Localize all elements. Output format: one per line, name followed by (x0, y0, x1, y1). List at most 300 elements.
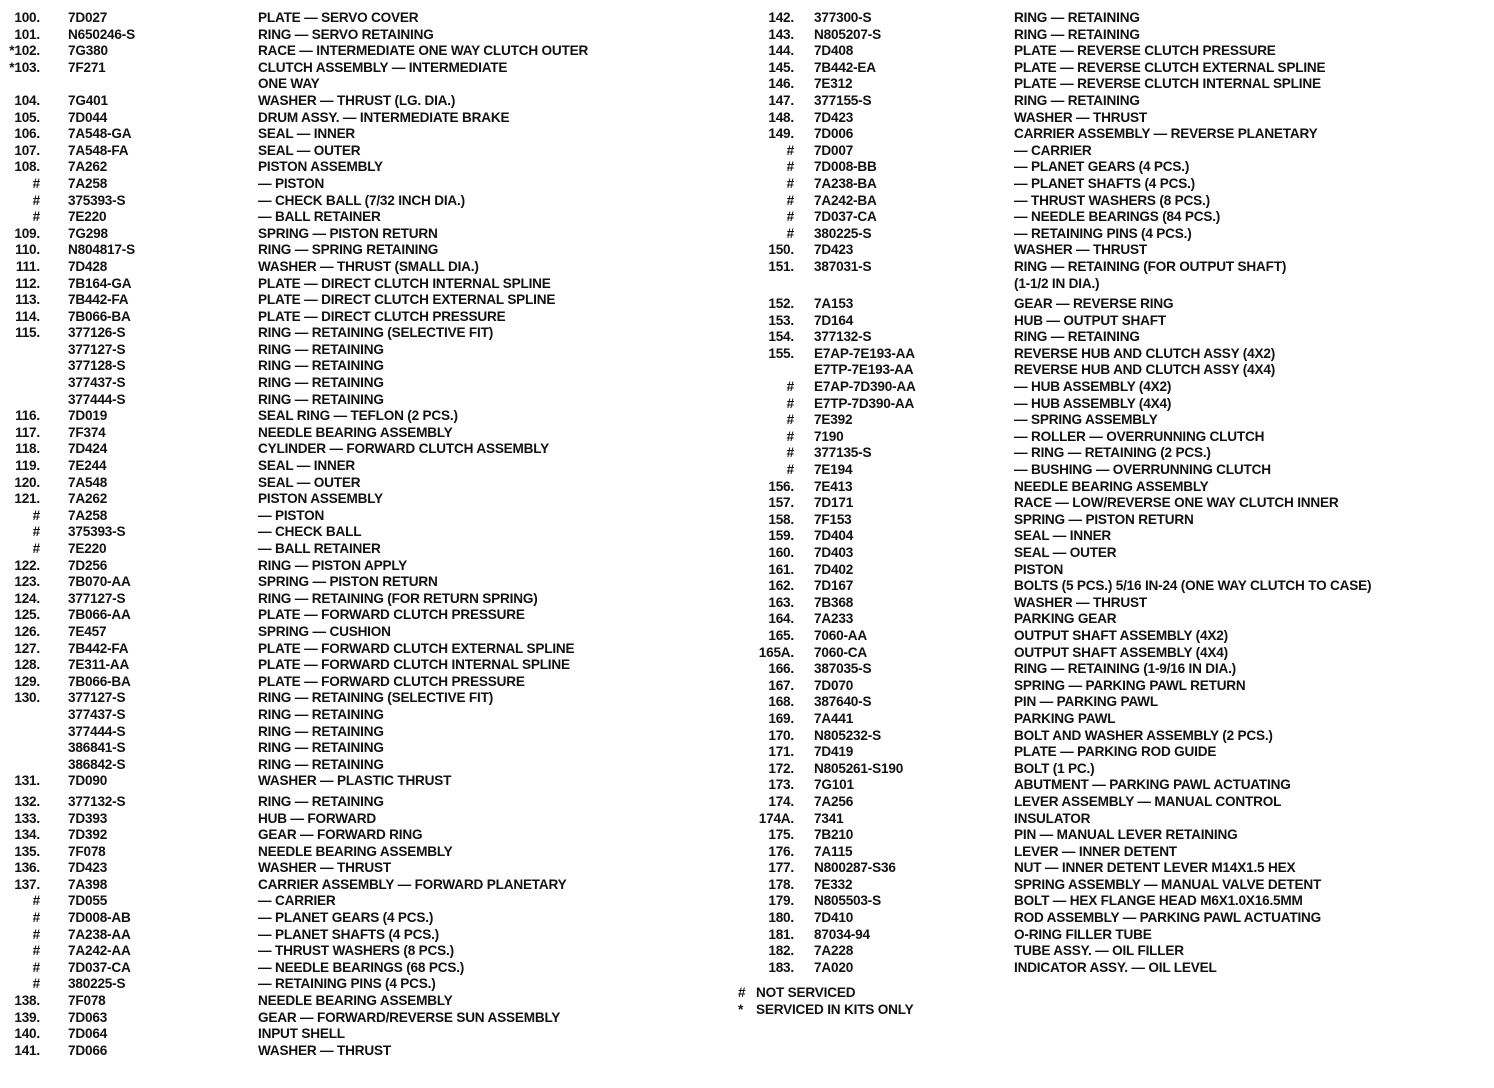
part-description: SEAL — OUTER (1014, 544, 1117, 561)
item-number: 138. (14, 992, 40, 1009)
part-description: PLATE — FORWARD CLUTCH PRESSURE (258, 607, 525, 623)
part-number: 7341 (814, 810, 844, 826)
part-number: 7E220 (68, 208, 107, 225)
item-number: # (32, 959, 40, 975)
part-number: 7B442-FA (68, 291, 129, 308)
part-description: RING — RETAINING (1014, 26, 1140, 42)
parts-row (738, 478, 1478, 495)
parts-row (4, 10, 724, 27)
part-description: RING — RETAINING (FOR OUTPUT SHAFT) (1014, 258, 1287, 275)
parts-row (4, 375, 724, 392)
part-description: WASHER — THRUST (258, 860, 391, 876)
part-number: 377127-S (68, 590, 126, 606)
part-number: 386842-S (68, 756, 126, 772)
part-description: — RETAINING PINS (4 PCS.) (1014, 225, 1192, 241)
part-description: SPRING — PISTON RETURN (1014, 511, 1194, 527)
part-description: RING — RETAINING (258, 723, 384, 739)
part-description: — CARRIER (1014, 142, 1092, 158)
legend-text: SERVICED IN KITS ONLY (756, 1002, 914, 1018)
item-number: 126. (14, 623, 40, 640)
part-description: PLATE — PARKING ROD GUIDE (1014, 743, 1217, 760)
parts-row (4, 342, 724, 359)
part-number: 7D037-CA (814, 208, 877, 225)
part-number: 7A441 (814, 710, 854, 727)
parts-row (4, 810, 724, 827)
item-number: 174. (768, 793, 794, 810)
part-number: 7D090 (68, 773, 108, 789)
item-number: 111. (15, 258, 40, 275)
legend-symbol: * (738, 1002, 744, 1018)
part-description: — PLANET SHAFTS (4 PCS.) (1014, 175, 1195, 192)
part-description: BOLT AND WASHER ASSEMBLY (2 PCS.) (1014, 727, 1273, 743)
parts-row (738, 242, 1478, 259)
part-number: 7E332 (814, 876, 853, 893)
item-number: 169. (768, 710, 794, 727)
parts-row (4, 143, 724, 160)
item-number: 175. (768, 826, 794, 843)
part-description: PARKING GEAR (1014, 611, 1117, 627)
part-number: 375393-S (68, 524, 126, 540)
part-number: 377128-S (68, 358, 126, 374)
parts-row (738, 362, 1478, 379)
part-number: E7TP-7E193-AA (814, 362, 914, 378)
part-number: E7AP-7D390-AA (814, 378, 916, 395)
part-description: LEVER — INNER DETENT (1014, 843, 1177, 859)
part-description: RING — RETAINING (258, 756, 384, 772)
part-number: 377155-S (814, 92, 872, 109)
item-number: 115. (15, 325, 40, 341)
part-number: 377127-S (68, 341, 126, 358)
part-number: 7D055 (68, 893, 108, 909)
item-number: 137. (14, 876, 40, 893)
part-number: 7A262 (68, 491, 108, 507)
part-number: 377126-S (68, 325, 126, 341)
item-number: 125. (14, 607, 40, 623)
parts-row (4, 226, 724, 243)
part-number: 7D423 (814, 242, 854, 258)
parts-row (738, 43, 1478, 60)
part-description: PLATE — REVERSE CLUTCH EXTERNAL SPLINE (1014, 59, 1326, 75)
parts-row (4, 640, 724, 657)
part-description: (1-1/2 IN DIA.) (1014, 275, 1100, 291)
item-number: 106. (14, 125, 40, 142)
parts-row (738, 877, 1478, 894)
part-description: RACE — LOW/REVERSE ONE WAY CLUTCH INNER (1014, 495, 1339, 511)
part-description: O-RING FILLER TUBE (1014, 926, 1152, 942)
parts-row (738, 561, 1478, 578)
parts-row (4, 159, 724, 176)
item-number: 165A. (758, 644, 794, 660)
part-number: N804817-S (68, 242, 135, 258)
part-description: SEAL — INNER (258, 457, 356, 474)
part-description: RING — RETAINING (1014, 92, 1140, 109)
item-number: 171. (768, 743, 794, 760)
parts-row (4, 491, 724, 508)
parts-row (738, 275, 1478, 292)
part-number: 7D424 (68, 441, 108, 457)
part-number: 7060-AA (814, 627, 868, 644)
parts-row (4, 993, 724, 1010)
part-description: WASHER — THRUST (1014, 109, 1147, 125)
item-number: 179. (768, 893, 794, 909)
part-number: 7E392 (814, 412, 853, 428)
part-number: 7D402 (814, 561, 854, 577)
part-description: SPRING — CUSHION (258, 623, 391, 640)
parts-row (738, 512, 1478, 529)
part-number: 7D006 (814, 125, 854, 142)
item-number: 181. (768, 926, 794, 942)
parts-row (4, 844, 724, 861)
part-number: 7A233 (814, 611, 854, 627)
legend-item (738, 984, 1478, 1001)
parts-row (4, 943, 724, 960)
part-number: 7G401 (68, 92, 108, 109)
part-number: 7A258 (68, 507, 108, 523)
part-description: — BALL RETAINER (258, 540, 381, 557)
parts-row (4, 926, 724, 943)
part-description: REVERSE HUB AND CLUTCH ASSY (4X4) (1014, 362, 1276, 378)
part-description: WASHER — THRUST (1014, 242, 1147, 258)
part-description: CLUTCH ASSEMBLY — INTERMEDIATE (258, 59, 508, 75)
item-number: 121. (14, 491, 40, 507)
parts-row (738, 893, 1478, 910)
part-number: E7AP-7E193-AA (814, 345, 915, 362)
parts-row (4, 524, 724, 541)
part-number: E7TP-7D390-AA (814, 395, 915, 411)
parts-row (738, 329, 1478, 346)
part-description: PLATE — SERVO COVER (258, 9, 419, 26)
legend-item (738, 1001, 1478, 1018)
item-number: *102. (9, 43, 40, 59)
part-description: — HUB ASSEMBLY (4X2) (1014, 378, 1172, 395)
parts-row (4, 60, 724, 77)
part-description: — HUB ASSEMBLY (4X4) (1014, 395, 1172, 411)
parts-row (4, 474, 724, 491)
parts-row (4, 441, 724, 458)
part-number: 380225-S (814, 225, 872, 241)
item-number: 152. (768, 295, 794, 312)
part-number: 7A115 (814, 843, 853, 859)
parts-row (4, 860, 724, 877)
part-description: RING — SPRING RETAINING (258, 242, 439, 258)
parts-row (4, 259, 724, 276)
parts-row (738, 661, 1478, 678)
part-number: 7D171 (814, 495, 854, 511)
parts-row (4, 910, 724, 927)
part-description: CARRIER ASSEMBLY — FORWARD PLANETARY (258, 876, 567, 893)
part-number: 7D007 (814, 142, 854, 158)
item-number: 101. (14, 26, 40, 42)
parts-row (738, 429, 1478, 446)
part-description: SEAL — INNER (258, 125, 356, 142)
item-number: 168. (768, 694, 794, 710)
item-number: 159. (768, 528, 794, 544)
part-description: PARKING PAWL (1014, 710, 1116, 727)
item-number: 109. (14, 225, 40, 241)
part-description: SPRING ASSEMBLY — MANUAL VALVE DETENT (1014, 876, 1322, 893)
item-number: 131. (14, 773, 40, 789)
item-number: 136. (14, 860, 40, 876)
part-number: 7A020 (814, 959, 854, 975)
part-description: PLATE — DIRECT CLUTCH PRESSURE (258, 308, 506, 324)
part-description: PLATE — DIRECT CLUTCH EXTERNAL SPLINE (258, 291, 556, 308)
parts-row (738, 93, 1478, 110)
parts-row (738, 60, 1478, 77)
parts-row (4, 192, 724, 209)
item-number: 110. (15, 242, 40, 258)
part-number: 7B368 (814, 594, 854, 610)
part-number: 7E244 (68, 457, 107, 474)
parts-row (738, 26, 1478, 43)
parts-row (738, 313, 1478, 330)
part-number: 387035-S (814, 660, 872, 677)
part-number: N805232-S (814, 727, 881, 743)
part-description: — PLANET SHAFTS (4 PCS.) (258, 926, 439, 942)
part-description: — PLANET GEARS (4 PCS.) (1014, 159, 1190, 175)
item-number: 145. (768, 59, 794, 75)
item-number: 100. (14, 9, 40, 26)
part-description: HUB — OUTPUT SHAFT (1014, 312, 1166, 328)
part-description: RING — RETAINING (258, 739, 384, 756)
item-number: 146. (768, 76, 794, 92)
part-description: PIN — PARKING PAWL (1014, 694, 1158, 710)
part-number: 7D037-CA (68, 959, 131, 975)
parts-row (4, 674, 724, 691)
item-number: 157. (768, 495, 794, 511)
part-description: GEAR — FORWARD RING (258, 826, 423, 843)
item-number: # (786, 395, 794, 411)
part-number: 7E220 (68, 540, 107, 557)
item-number: 160. (768, 544, 794, 561)
part-number: 7D428 (68, 258, 108, 275)
part-number: 7B210 (814, 826, 854, 843)
item-number: 135. (14, 843, 40, 859)
parts-row (4, 657, 724, 674)
parts-row (738, 960, 1478, 977)
part-number: 377132-S (814, 329, 872, 345)
parts-row (738, 395, 1478, 412)
item-number: 162. (768, 578, 794, 594)
parts-row (738, 259, 1478, 276)
part-number: 7D256 (68, 557, 108, 573)
parts-row (738, 379, 1478, 396)
part-number: 7A238-BA (814, 175, 877, 192)
parts-row (4, 893, 724, 910)
part-description: LEVER ASSEMBLY — MANUAL CONTROL (1014, 793, 1282, 810)
parts-row (738, 595, 1478, 612)
part-description: WASHER — THRUST (258, 1042, 391, 1058)
part-number: 7G101 (814, 777, 854, 793)
part-number: 7D408 (814, 43, 854, 59)
part-description: NEEDLE BEARING ASSEMBLY (258, 424, 453, 440)
item-number: # (786, 225, 794, 241)
part-number: 7D423 (68, 860, 108, 876)
part-description: DRUM ASSY. — INTERMEDIATE BRAKE (258, 109, 510, 125)
parts-row (4, 574, 724, 591)
part-number: 7F078 (68, 992, 106, 1009)
parts-row (4, 773, 724, 790)
item-number: 114. (15, 308, 40, 324)
item-number: # (32, 540, 40, 557)
parts-row (738, 694, 1478, 711)
part-number: 387640-S (814, 694, 872, 710)
parts-row (4, 591, 724, 608)
item-number: 130. (14, 690, 40, 706)
item-number: 183. (768, 959, 794, 975)
parts-row (4, 690, 724, 707)
left-parts-column (4, 10, 724, 1059)
item-number: 117. (15, 424, 40, 440)
item-number: 142. (768, 9, 794, 26)
item-number: 149. (768, 125, 794, 142)
item-number: # (32, 926, 40, 942)
part-description: PISTON ASSEMBLY (258, 491, 383, 507)
parts-row (4, 1009, 724, 1026)
item-number: 164. (768, 611, 794, 627)
legend-text: NOT SERVICED (756, 985, 856, 1001)
item-number: 148. (768, 109, 794, 125)
parts-row (738, 926, 1478, 943)
parts-row (4, 425, 724, 442)
parts-row (4, 740, 724, 757)
item-number: # (32, 208, 40, 225)
item-number: # (32, 507, 40, 523)
part-description: NEEDLE BEARING ASSEMBLY (1014, 478, 1209, 494)
parts-row (738, 711, 1478, 728)
part-number: 7E312 (814, 76, 853, 92)
part-number: 7A228 (814, 943, 854, 959)
item-number: 144. (768, 43, 794, 59)
item-number: # (786, 208, 794, 225)
part-description: NUT — INNER DETENT LEVER M14X1.5 HEX (1014, 860, 1296, 876)
part-description: HUB — FORWARD (258, 810, 376, 826)
part-number: 375393-S (68, 192, 126, 208)
part-number: 7E457 (68, 623, 107, 640)
part-description: — NEEDLE BEARINGS (68 PCS.) (258, 959, 465, 975)
part-description: ABUTMENT — PARKING PAWL ACTUATING (1014, 777, 1291, 793)
parts-row (738, 744, 1478, 761)
part-number: 380225-S (68, 976, 126, 992)
part-description: ONE WAY (258, 76, 320, 92)
part-number: 7B442-EA (814, 59, 876, 75)
part-description: INSULATOR (1014, 810, 1091, 826)
item-number: # (786, 461, 794, 478)
part-description: BOLT (1 PC.) (1014, 760, 1095, 776)
part-number: N805207-S (814, 26, 881, 42)
part-description: BOLT — HEX FLANGE HEAD M6X1.0X16.5MM (1014, 893, 1303, 909)
parts-row (4, 877, 724, 894)
parts-row (738, 462, 1478, 479)
item-number: 156. (768, 478, 794, 494)
item-number: 161. (768, 561, 794, 577)
item-number: # (32, 909, 40, 926)
part-number: 7D063 (68, 1009, 108, 1025)
parts-row (738, 209, 1478, 226)
item-number: 139. (14, 1009, 40, 1025)
item-number: 158. (768, 511, 794, 527)
part-description: RING — RETAINING (SELECTIVE FIT) (258, 325, 494, 341)
parts-row (4, 109, 724, 126)
part-description: SEAL — OUTER (258, 474, 361, 490)
part-number: 7A153 (814, 295, 854, 312)
item-number: 170. (768, 727, 794, 743)
parts-row (4, 458, 724, 475)
item-number: 155. (768, 345, 794, 362)
item-number: 176. (768, 843, 794, 859)
item-number: # (32, 943, 40, 959)
item-number: 105. (14, 109, 40, 125)
item-number: # (786, 175, 794, 192)
part-description: PLATE — FORWARD CLUTCH PRESSURE (258, 673, 525, 689)
parts-row (738, 412, 1478, 429)
part-number: 7D410 (814, 909, 854, 926)
part-description: TUBE ASSY. — OIL FILLER (1014, 943, 1184, 959)
part-number: 7A548 (68, 474, 108, 490)
parts-row (738, 10, 1478, 27)
parts-row (4, 391, 724, 408)
item-number: 178. (768, 876, 794, 893)
part-description: RING — PISTON APPLY (258, 557, 408, 573)
part-number: N805503-S (814, 893, 881, 909)
part-number: 7A242-AA (68, 943, 131, 959)
legend (738, 984, 1478, 1018)
part-description: — SPRING ASSEMBLY (1014, 412, 1158, 428)
part-description: RING — RETAINING (1-9/16 IN DIA.) (1014, 660, 1236, 677)
item-number: 107. (14, 142, 40, 158)
item-number: 122. (14, 557, 40, 573)
part-number: 7D008-AB (68, 909, 131, 926)
item-number: 129. (14, 673, 40, 689)
part-description: PLATE — FORWARD CLUTCH EXTERNAL SPLINE (258, 640, 575, 656)
parts-row (738, 346, 1478, 363)
parts-row (738, 76, 1478, 93)
part-description: — NEEDLE BEARINGS (84 PCS.) (1014, 208, 1221, 225)
part-number: 7A238-AA (68, 926, 131, 942)
item-number: 108. (14, 159, 40, 175)
parts-row (738, 495, 1478, 512)
part-description: RING — RETAINING (FOR RETURN SPRING) (258, 590, 538, 606)
item-number: 132. (14, 793, 40, 810)
item-number: 150. (768, 242, 794, 258)
item-number: # (32, 192, 40, 208)
part-number: 7A548-FA (68, 142, 129, 158)
item-number: 113. (15, 291, 40, 308)
parts-row (4, 607, 724, 624)
item-number: 147. (768, 92, 794, 109)
item-number: # (786, 378, 794, 395)
part-number: 7B164-GA (68, 275, 132, 291)
parts-row (4, 176, 724, 193)
item-number: # (32, 893, 40, 909)
part-number: 7G380 (68, 43, 108, 59)
item-number: 174A. (758, 810, 794, 826)
part-description: GEAR — FORWARD/REVERSE SUN ASSEMBLY (258, 1009, 561, 1025)
part-number: 7E194 (814, 461, 853, 478)
part-description: RING — RETAINING (258, 391, 384, 407)
part-number: 7D167 (814, 578, 854, 594)
parts-row (738, 777, 1478, 794)
parts-row (4, 93, 724, 110)
item-number: # (786, 142, 794, 158)
part-description: RING — RETAINING (SELECTIVE FIT) (258, 690, 494, 706)
part-description: — PISTON (258, 507, 325, 523)
part-description: — CHECK BALL (7/32 INCH DIA.) (258, 192, 465, 208)
parts-row (4, 1026, 724, 1043)
item-number: # (786, 428, 794, 444)
parts-row (4, 624, 724, 641)
part-number: 7D392 (68, 826, 108, 843)
item-number: 134. (14, 826, 40, 843)
